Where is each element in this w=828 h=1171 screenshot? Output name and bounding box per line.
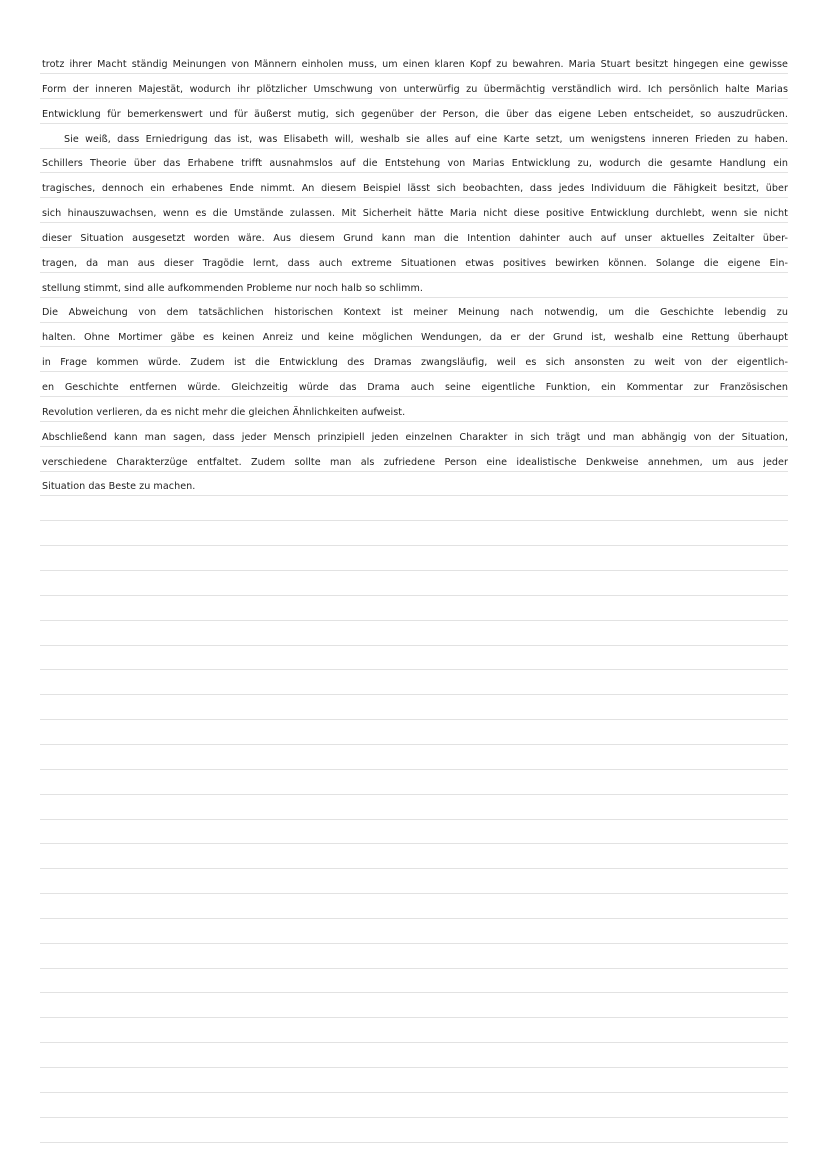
ruled-line xyxy=(40,918,788,919)
ruled-line xyxy=(40,645,788,646)
text-line: halten. Ohne Mortimer gäbe es keinen Anreiz und keine möglichen Wendungen, da er der Grund ist, weshalb eine Rettung überhaupt xyxy=(42,332,788,344)
text-line: trotz ihrer Macht ständig Meinungen von Männern einholen muss, um einen klaren Kopf zu bewahren. Maria Stuart besitzt hingegen eine gewisse xyxy=(42,59,788,70)
ruled-line xyxy=(40,943,788,944)
text-line: Entwicklung für bemerkenswert und für äußerst mutig, sich gegenüber der Person, die über das eigene Leben entscheidet, so auszudrücken. xyxy=(42,108,788,120)
ruled-line xyxy=(40,992,788,993)
ruled-line xyxy=(40,620,788,621)
text-line: Revolution verlieren, da es nicht mehr die gleichen Ähnlichkeiten aufweist. xyxy=(42,406,406,418)
text-line: Form der inneren Majestät, wodurch ihr plötzlicher Umschwung von unterwürfig zu übermächtig verständlich wird. Ich persönlich halte Marias xyxy=(42,83,788,95)
text-line: tragen, da man aus dieser Tragödie lernt, dass auch extreme Situationen etwas positives bewirken können. Solange die eigene Ein- xyxy=(42,257,788,269)
text-line: Die Abweichung von dem tatsächlichen historischen Kontext ist meiner Meinung nach notwendig, um die Geschichte lebendig zu xyxy=(42,307,788,319)
text-line: Abschließend kann man sagen, dass jeder Mensch prinzipiell jeden einzelnen Charakter in sich trägt und man abhängig von der Situation, xyxy=(42,431,788,443)
ruled-line xyxy=(40,694,788,695)
text-line: Situation das Beste zu machen. xyxy=(42,481,196,493)
ruled-line xyxy=(40,719,788,720)
ruled-line xyxy=(40,819,788,820)
text-line: sich hinauszuwachsen, wenn es die Umstände zulassen. Mit Sicherheit hätte Maria nicht diese positive Entwicklung durchlebt, wenn sie nicht xyxy=(42,208,788,220)
text-line: en Geschichte entfernen würde. Gleichzeitig würde das Drama auch seine eigentliche Funktion, ein Kommentar zur Französischen xyxy=(42,381,788,393)
ruled-line xyxy=(40,769,788,770)
text-line: tragisches, dennoch ein erhabenes Ende nimmt. An diesem Beispiel lässt sich beobachten, dass jedes Individuum die Fähigkeit besitzt, über xyxy=(42,183,788,195)
ruled-line xyxy=(40,1067,788,1068)
ruled-line xyxy=(40,868,788,869)
ruled-line xyxy=(40,520,788,521)
ruled-line xyxy=(40,794,788,795)
text-line: stellung stimmt, sind alle aufkommenden Probleme nur noch halb so schlimm. xyxy=(42,282,424,294)
handwritten-text xyxy=(42,56,788,503)
ruled-line xyxy=(40,843,788,844)
ruled-line xyxy=(40,1017,788,1018)
text-line: in Frage kommen würde. Zudem ist die Entwicklung des Dramas zwangsläufig, weil es sich ansonsten zu weit von der eigentlich- xyxy=(42,357,788,369)
ruled-line xyxy=(40,1117,788,1118)
text-line: verschiedene Charakterzüge entfaltet. Zudem sollte man als zufriedene Person eine idealistische Denkweise annehmen, um aus jeder xyxy=(42,456,788,468)
ruled-line xyxy=(40,744,788,745)
ruled-line xyxy=(40,545,788,546)
ruled-line xyxy=(40,1092,788,1093)
text-line: Sie weiß, dass Erniedrigung das ist, was Elisabeth will, weshalb sie alles auf eine Karte setzt, um wenigstens inneren Frieden zu haben. xyxy=(64,133,788,145)
text-line: Schillers Theorie über das Erhabene trifft ausnahmslos auf die Entstehung von Marias Entwicklung zu, wodurch die gesamte Handlung ein xyxy=(42,158,788,170)
ruled-line xyxy=(40,968,788,969)
ruled-line xyxy=(40,595,788,596)
ruled-line xyxy=(40,893,788,894)
ruled-line xyxy=(40,1042,788,1043)
ruled-line xyxy=(40,1142,788,1143)
ruled-line xyxy=(40,669,788,670)
text-line: dieser Situation ausgesetzt worden wäre. Aus diesem Grund kann man die Intention dahinter auch auf unser aktuelles Zeitalter über- xyxy=(42,232,788,244)
ruled-line xyxy=(40,570,788,571)
